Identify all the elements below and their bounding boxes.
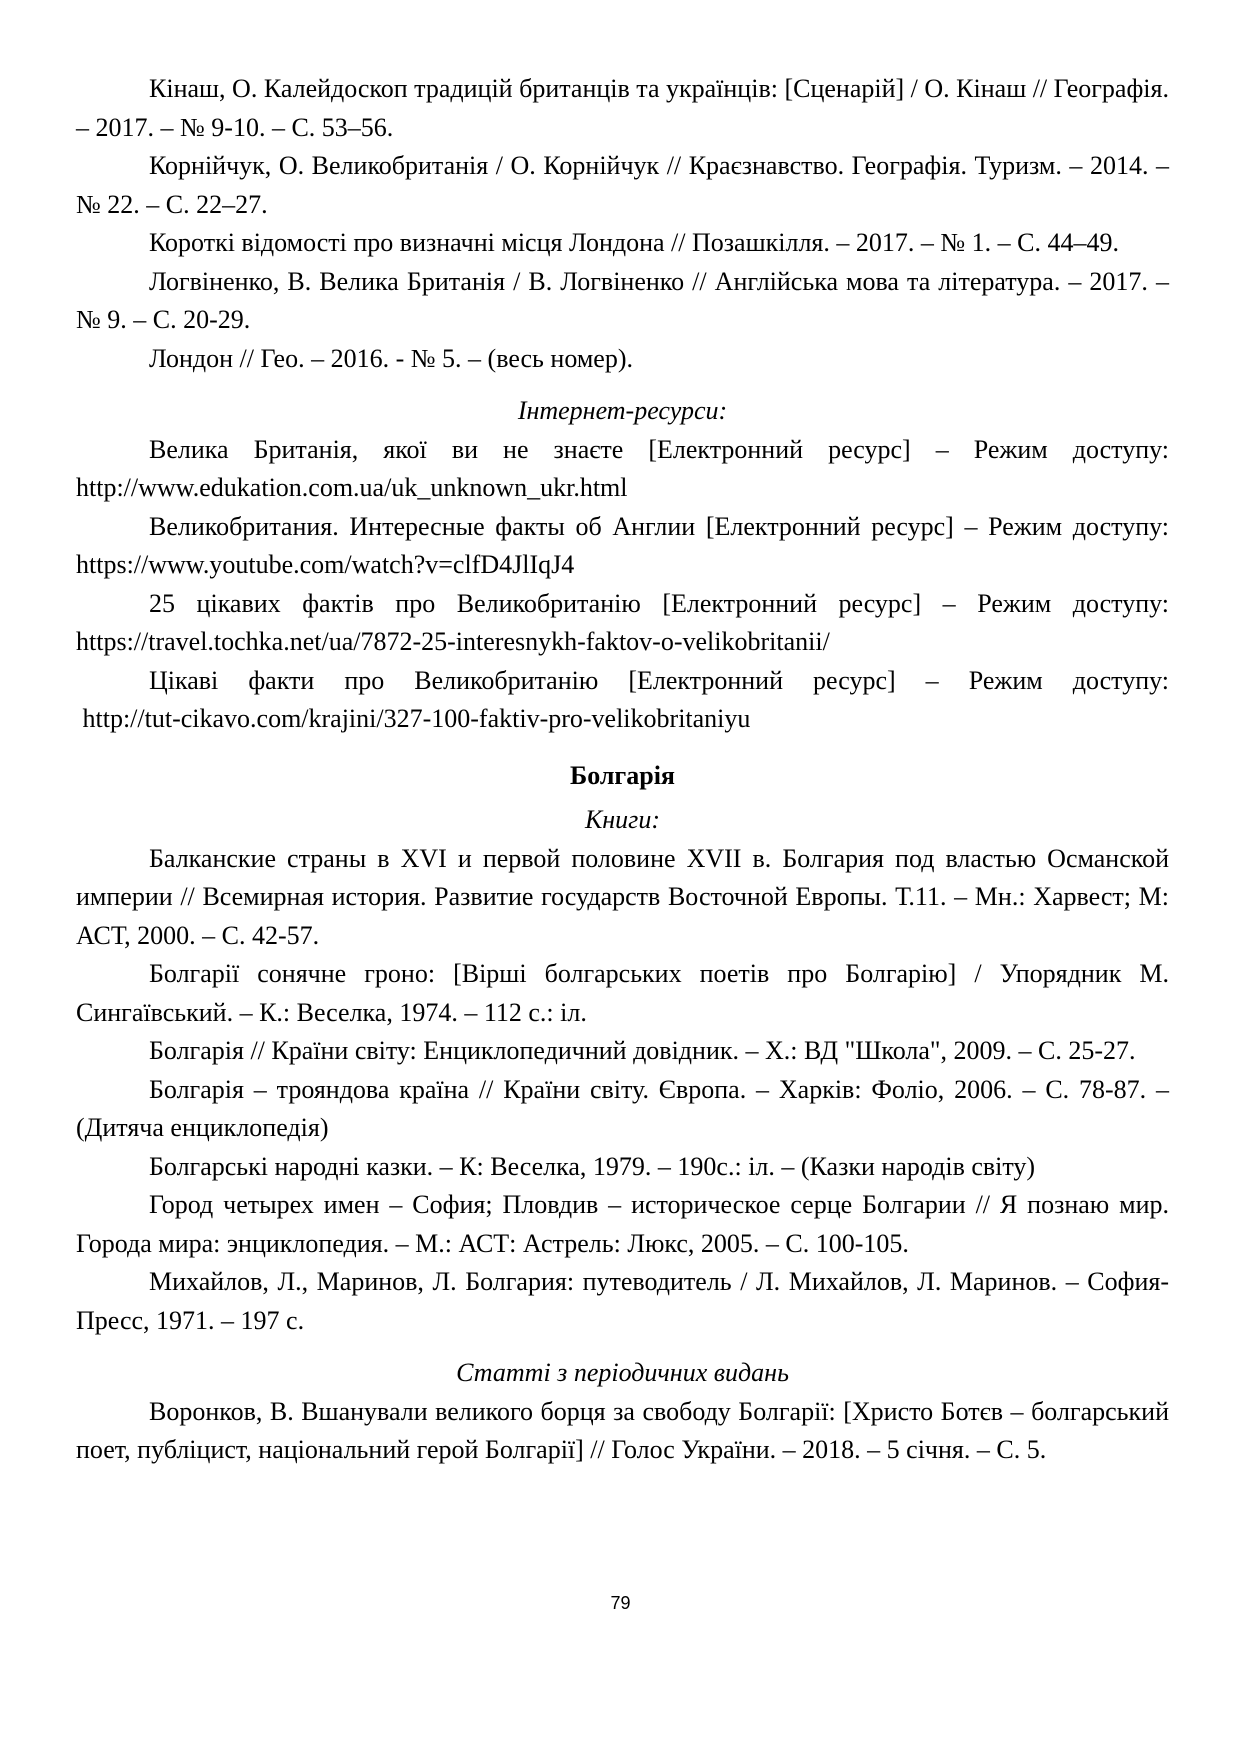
internet-resource-entry xyxy=(76,662,1169,739)
internet-resource-text: Велика Британія, якої ви не знаєте [Електронний ресурс] – Режим доступу: xyxy=(149,434,1169,464)
internet-resource-link[interactable]: https://www.youtube.com/watch?v=clfD4JlIqJ4 xyxy=(76,550,575,579)
internet-resource-entry xyxy=(76,585,1169,662)
internet-resource-link[interactable]: http://tut-cikavo.com/krajini/327-100-faktiv-pro-velikobritaniyu xyxy=(76,704,751,733)
bibliography-entry: Кінаш, О. Калейдоскоп традицій британців та українців: [Сценарій] / О. Кінаш // Географія. – 2017. – № 9-10. – С. 53–56. xyxy=(76,74,1169,142)
internet-resource-link[interactable]: https://travel.tochka.net/ua/7872-25-interesnykh-faktov-o-velikobritanii/ xyxy=(76,627,830,656)
bibliography-entry: Балканские страны в XVI и первой половине XVII в. Болгария под властью Османской империи // Всемирная история. Развитие государств Восточной Европы. Т.11. – Мн.: Харвест; М: АСТ, 2000. – С. 42-57. xyxy=(76,843,1169,950)
bibliography-entry: Лондон // Гео. – 2016. - № 5. – (весь номер). xyxy=(149,343,633,373)
document-page xyxy=(76,70,1169,1470)
section-heading-bulgaria: Болгарія xyxy=(570,760,675,790)
internet-resource-entry xyxy=(76,431,1169,508)
internet-resource-link[interactable]: http://www.edukation.com.ua/uk_unknown_ukr.html xyxy=(76,473,628,502)
bibliography-entry: Болгарія // Країни світу: Енциклопедичний довідник. – Х.: ВД "Школа", 2009. – С. 25-27. xyxy=(149,1036,1136,1065)
page-number: 79 xyxy=(610,1593,631,1613)
subsection-heading-periodicals: Статті з періодичних видань xyxy=(456,1358,789,1387)
subsection-heading-books: Книги: xyxy=(585,805,660,834)
bibliography-entry: Болгарії сонячне гроно: [Вірші болгарських поетів про Болгарію] / Упорядник М. Сингаївський. – К.: Веселка, 1974. – 112 с.: іл. xyxy=(76,959,1169,1027)
internet-resource-text: 25 цікавих фактів про Великобританію [Електронний ресурс] – Режим доступу: xyxy=(149,588,1169,618)
internet-resource-text: Цікаві факти про Великобританію [Електронний ресурс] – Режим доступу: xyxy=(149,665,1169,695)
bibliography-entry: Михайлов, Л., Маринов, Л. Болгария: путеводитель / Л. Михайлов, Л. Маринов. – София-Пресс, 1971. – 197 с. xyxy=(76,1267,1169,1335)
bibliography-entry: Корнійчук, О. Великобританія / О. Корнійчук // Краєзнавство. Географія. Туризм. – 2014. – № 22. – С. 22–27. xyxy=(76,151,1169,219)
internet-resource-entry xyxy=(76,508,1169,585)
bibliography-entry: Логвіненко, В. Велика Британія / В. Логвіненко // Англійська мова та література. – 2017. – № 9. – С. 20-29. xyxy=(76,266,1169,334)
bibliography-entry: Болгарія – трояндова країна // Країни світу. Європа. – Харків: Фоліо, 2006. – С. 78-87. – (Дитяча енциклопедія) xyxy=(76,1074,1169,1142)
internet-resource-text: Великобритания. Интересные факты об Англии [Електронний ресурс] – Режим доступу: xyxy=(149,511,1169,541)
bibliography-entry: Болгарські народні казки. – К: Веселка, 1979. – 190с.: іл. – (Казки народів світу) xyxy=(149,1151,1036,1181)
bibliography-entry: Воронков, В. Вшанували великого борця за свободу Болгарії: [Христо Ботєв – болгарський поет, публіцист, національний герой Болгарії] // Голос України. – 2018. – 5 січня. – С. 5. xyxy=(76,1396,1169,1464)
bibliography-entry: Город четырех имен – София; Пловдив – историческое серце Болгарии // Я познаю мир. Города мира: энциклопедия. – М.: АСТ: Астрель: Люкс, 2005. – С. 100-105. xyxy=(76,1190,1169,1258)
section-heading-internet: Інтернет-ресурси: xyxy=(517,396,728,425)
bibliography-entry: Короткі відомості про визначні місця Лондона // Позашкілля. – 2017. – № 1. – С. 44–49. xyxy=(149,228,1120,257)
